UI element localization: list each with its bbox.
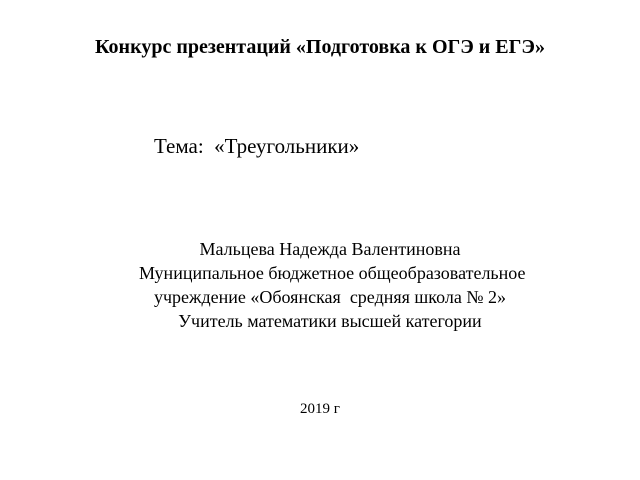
author-position: Учитель математики высшей категории: [178, 311, 482, 331]
author-name: Мальцева Надежда Валентиновна: [199, 239, 461, 259]
author-info: [60, 237, 600, 333]
topic-line: Тема: «Треугольники»: [154, 134, 360, 158]
slide-title: Конкурс презентаций «Подготовка к ОГЭ и ЕГЭ»: [95, 36, 545, 58]
year-label: 2019 г: [300, 401, 340, 417]
organization-line-1: Муниципальное бюджетное общеобразовательное: [134, 263, 526, 283]
organization-line-2: учреждение «Обоянская средняя школа № 2»: [153, 287, 507, 307]
